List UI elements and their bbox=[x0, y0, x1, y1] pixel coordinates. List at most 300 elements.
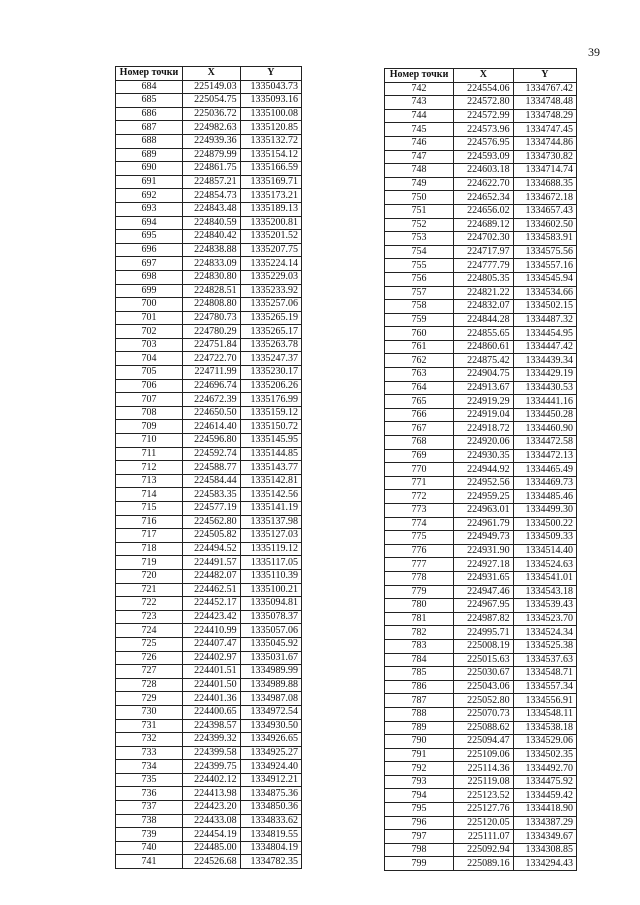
x-coordinate-cell: 224423.42 bbox=[182, 610, 240, 624]
table-row bbox=[116, 393, 302, 407]
y-coordinate-cell: 1334492.70 bbox=[513, 762, 576, 776]
point-number-cell: 782 bbox=[385, 626, 454, 640]
y-coordinate-cell: 1334387.29 bbox=[513, 816, 576, 830]
y-coordinate-cell: 1335173.21 bbox=[240, 189, 301, 203]
x-coordinate-cell: 224399.32 bbox=[182, 733, 240, 747]
x-coordinate-cell: 225127.76 bbox=[454, 803, 514, 817]
header-y: Y bbox=[240, 67, 301, 81]
table-row bbox=[385, 653, 577, 667]
y-coordinate-cell: 1334989.88 bbox=[240, 678, 301, 692]
point-number-cell: 733 bbox=[116, 746, 183, 760]
y-coordinate-cell: 1334537.63 bbox=[513, 653, 576, 667]
y-coordinate-cell: 1334672.18 bbox=[513, 191, 576, 205]
x-coordinate-cell: 224562.80 bbox=[182, 515, 240, 529]
table-row bbox=[116, 760, 302, 774]
point-number-cell: 764 bbox=[385, 381, 454, 395]
page-number: 39 bbox=[588, 45, 600, 59]
point-number-cell: 688 bbox=[116, 134, 183, 148]
point-number-cell: 774 bbox=[385, 517, 454, 531]
x-coordinate-cell: 224875.42 bbox=[454, 354, 514, 368]
table-row bbox=[385, 558, 577, 572]
table-row bbox=[116, 651, 302, 665]
table-row bbox=[116, 284, 302, 298]
point-number-cell: 763 bbox=[385, 368, 454, 382]
x-coordinate-cell: 224995.71 bbox=[454, 626, 514, 640]
point-number-cell: 786 bbox=[385, 680, 454, 694]
table-row bbox=[385, 381, 577, 395]
x-coordinate-cell: 225008.19 bbox=[454, 639, 514, 653]
table-row bbox=[385, 259, 577, 273]
point-number-cell: 707 bbox=[116, 393, 183, 407]
x-coordinate-cell: 224702.30 bbox=[454, 232, 514, 246]
point-number-cell: 712 bbox=[116, 461, 183, 475]
table-row bbox=[116, 841, 302, 855]
point-number-cell: 698 bbox=[116, 270, 183, 284]
table-row bbox=[385, 748, 577, 762]
point-number-cell: 798 bbox=[385, 843, 454, 857]
x-coordinate-cell: 224588.77 bbox=[182, 461, 240, 475]
y-coordinate-cell: 1334469.73 bbox=[513, 476, 576, 490]
table-row bbox=[385, 272, 577, 286]
table-row bbox=[385, 762, 577, 776]
x-coordinate-cell: 225149.03 bbox=[182, 80, 240, 94]
point-number-cell: 791 bbox=[385, 748, 454, 762]
x-coordinate-cell: 224840.42 bbox=[182, 230, 240, 244]
x-coordinate-cell: 224805.35 bbox=[454, 272, 514, 286]
y-coordinate-cell: 1334819.55 bbox=[240, 828, 301, 842]
x-coordinate-cell: 224573.96 bbox=[454, 123, 514, 137]
x-coordinate-cell: 224832.07 bbox=[454, 300, 514, 314]
y-coordinate-cell: 1335045.92 bbox=[240, 637, 301, 651]
header-x: X bbox=[182, 67, 240, 81]
table-row bbox=[116, 243, 302, 257]
point-number-cell: 692 bbox=[116, 189, 183, 203]
point-number-cell: 792 bbox=[385, 762, 454, 776]
table-row bbox=[116, 134, 302, 148]
x-coordinate-cell: 224931.90 bbox=[454, 544, 514, 558]
point-number-cell: 684 bbox=[116, 80, 183, 94]
x-coordinate-cell: 224843.48 bbox=[182, 202, 240, 216]
table-row bbox=[385, 789, 577, 803]
point-number-cell: 704 bbox=[116, 352, 183, 366]
point-number-cell: 795 bbox=[385, 803, 454, 817]
y-coordinate-cell: 1334529.06 bbox=[513, 735, 576, 749]
table-row bbox=[385, 694, 577, 708]
point-number-cell: 743 bbox=[385, 96, 454, 110]
y-coordinate-cell: 1334833.62 bbox=[240, 814, 301, 828]
point-number-cell: 689 bbox=[116, 148, 183, 162]
point-number-cell: 693 bbox=[116, 202, 183, 216]
x-coordinate-cell: 224652.34 bbox=[454, 191, 514, 205]
point-number-cell: 711 bbox=[116, 447, 183, 461]
x-coordinate-cell: 224596.80 bbox=[182, 434, 240, 448]
x-coordinate-cell: 224576.95 bbox=[454, 136, 514, 150]
point-number-cell: 710 bbox=[116, 434, 183, 448]
table-row bbox=[385, 490, 577, 504]
y-coordinate-cell: 1334308.85 bbox=[513, 843, 576, 857]
table-row bbox=[385, 422, 577, 436]
x-coordinate-cell: 224482.07 bbox=[182, 569, 240, 583]
y-coordinate-cell: 1335233.92 bbox=[240, 284, 301, 298]
y-coordinate-cell: 1335176.99 bbox=[240, 393, 301, 407]
table-row bbox=[116, 692, 302, 706]
table-row bbox=[116, 610, 302, 624]
header-x: X bbox=[454, 69, 514, 83]
x-coordinate-cell: 224494.52 bbox=[182, 542, 240, 556]
x-coordinate-cell: 224572.80 bbox=[454, 96, 514, 110]
table-row bbox=[385, 300, 577, 314]
point-number-cell: 699 bbox=[116, 284, 183, 298]
point-number-cell: 753 bbox=[385, 232, 454, 246]
table-row bbox=[116, 828, 302, 842]
point-number-cell: 741 bbox=[116, 855, 183, 869]
point-number-cell: 686 bbox=[116, 107, 183, 121]
point-number-cell: 735 bbox=[116, 773, 183, 787]
point-number-cell: 767 bbox=[385, 422, 454, 436]
point-number-cell: 770 bbox=[385, 463, 454, 477]
x-coordinate-cell: 224860.61 bbox=[454, 340, 514, 354]
x-coordinate-cell: 225043.06 bbox=[454, 680, 514, 694]
y-coordinate-cell: 1335257.06 bbox=[240, 298, 301, 312]
y-coordinate-cell: 1335159.12 bbox=[240, 406, 301, 420]
point-number-cell: 747 bbox=[385, 150, 454, 164]
table-row bbox=[385, 707, 577, 721]
x-coordinate-cell: 224833.09 bbox=[182, 257, 240, 271]
x-coordinate-cell: 224830.80 bbox=[182, 270, 240, 284]
y-coordinate-cell: 1335201.52 bbox=[240, 230, 301, 244]
x-coordinate-cell: 225052.80 bbox=[454, 694, 514, 708]
table-row bbox=[116, 216, 302, 230]
y-coordinate-cell: 1334538.18 bbox=[513, 721, 576, 735]
x-coordinate-cell: 224967.95 bbox=[454, 599, 514, 613]
y-coordinate-cell: 1334430.53 bbox=[513, 381, 576, 395]
x-coordinate-cell: 224844.28 bbox=[454, 313, 514, 327]
x-coordinate-cell: 224462.51 bbox=[182, 583, 240, 597]
y-coordinate-cell: 1335247.37 bbox=[240, 352, 301, 366]
coordinates-table-left bbox=[115, 66, 302, 869]
point-number-cell: 700 bbox=[116, 298, 183, 312]
table-row bbox=[385, 599, 577, 613]
point-number-cell: 773 bbox=[385, 504, 454, 518]
y-coordinate-cell: 1334543.18 bbox=[513, 585, 576, 599]
x-coordinate-cell: 224401.50 bbox=[182, 678, 240, 692]
table-row bbox=[116, 257, 302, 271]
table-row bbox=[116, 801, 302, 815]
point-number-cell: 789 bbox=[385, 721, 454, 735]
y-coordinate-cell: 1335154.12 bbox=[240, 148, 301, 162]
x-coordinate-cell: 224402.12 bbox=[182, 773, 240, 787]
y-coordinate-cell: 1334472.13 bbox=[513, 449, 576, 463]
point-number-cell: 709 bbox=[116, 420, 183, 434]
x-coordinate-cell: 225119.08 bbox=[454, 775, 514, 789]
point-number-cell: 762 bbox=[385, 354, 454, 368]
table-row bbox=[116, 542, 302, 556]
table-row bbox=[116, 434, 302, 448]
y-coordinate-cell: 1334930.50 bbox=[240, 719, 301, 733]
table-row bbox=[385, 109, 577, 123]
y-coordinate-cell: 1334524.34 bbox=[513, 626, 576, 640]
table-row bbox=[116, 556, 302, 570]
table-row bbox=[116, 746, 302, 760]
point-number-cell: 771 bbox=[385, 476, 454, 490]
y-coordinate-cell: 1334500.22 bbox=[513, 517, 576, 531]
x-coordinate-cell: 224838.88 bbox=[182, 243, 240, 257]
x-coordinate-cell: 224572.99 bbox=[454, 109, 514, 123]
x-coordinate-cell: 225114.36 bbox=[454, 762, 514, 776]
y-coordinate-cell: 1334748.29 bbox=[513, 109, 576, 123]
point-number-cell: 706 bbox=[116, 379, 183, 393]
x-coordinate-cell: 224423.20 bbox=[182, 801, 240, 815]
coordinates-table-right bbox=[384, 68, 577, 871]
x-coordinate-cell: 224808.80 bbox=[182, 298, 240, 312]
x-coordinate-cell: 225036.72 bbox=[182, 107, 240, 121]
point-number-cell: 775 bbox=[385, 531, 454, 545]
table-row bbox=[385, 286, 577, 300]
y-coordinate-cell: 1334447.42 bbox=[513, 340, 576, 354]
y-coordinate-cell: 1334294.43 bbox=[513, 857, 576, 871]
table-row bbox=[116, 162, 302, 176]
x-coordinate-cell: 224920.06 bbox=[454, 436, 514, 450]
table-row bbox=[116, 420, 302, 434]
y-coordinate-cell: 1335078.37 bbox=[240, 610, 301, 624]
point-number-cell: 685 bbox=[116, 94, 183, 108]
point-number-cell: 768 bbox=[385, 436, 454, 450]
x-coordinate-cell: 224861.75 bbox=[182, 162, 240, 176]
point-number-cell: 748 bbox=[385, 164, 454, 178]
y-coordinate-cell: 1335229.03 bbox=[240, 270, 301, 284]
point-number-cell: 799 bbox=[385, 857, 454, 871]
table-row bbox=[385, 436, 577, 450]
y-coordinate-cell: 1335043.73 bbox=[240, 80, 301, 94]
y-coordinate-cell: 1334875.36 bbox=[240, 787, 301, 801]
point-number-cell: 690 bbox=[116, 162, 183, 176]
y-coordinate-cell: 1335143.77 bbox=[240, 461, 301, 475]
point-number-cell: 737 bbox=[116, 801, 183, 815]
table-row bbox=[116, 637, 302, 651]
point-number-cell: 752 bbox=[385, 218, 454, 232]
point-number-cell: 796 bbox=[385, 816, 454, 830]
y-coordinate-cell: 1334912.21 bbox=[240, 773, 301, 787]
y-coordinate-cell: 1334730.82 bbox=[513, 150, 576, 164]
x-coordinate-cell: 224857.21 bbox=[182, 175, 240, 189]
table-row bbox=[116, 719, 302, 733]
x-coordinate-cell: 224919.04 bbox=[454, 408, 514, 422]
table-row bbox=[385, 504, 577, 518]
x-coordinate-cell: 225111.07 bbox=[454, 830, 514, 844]
y-coordinate-cell: 1334557.34 bbox=[513, 680, 576, 694]
y-coordinate-cell: 1335127.03 bbox=[240, 529, 301, 543]
x-coordinate-cell: 224401.51 bbox=[182, 665, 240, 679]
x-coordinate-cell: 224918.72 bbox=[454, 422, 514, 436]
x-coordinate-cell: 224751.84 bbox=[182, 338, 240, 352]
table-row bbox=[385, 245, 577, 259]
point-number-cell: 717 bbox=[116, 529, 183, 543]
table-row bbox=[116, 94, 302, 108]
table-row bbox=[385, 626, 577, 640]
x-coordinate-cell: 224717.97 bbox=[454, 245, 514, 259]
point-number-cell: 794 bbox=[385, 789, 454, 803]
y-coordinate-cell: 1334989.99 bbox=[240, 665, 301, 679]
y-coordinate-cell: 1335263.78 bbox=[240, 338, 301, 352]
y-coordinate-cell: 1334575.56 bbox=[513, 245, 576, 259]
x-coordinate-cell: 225120.05 bbox=[454, 816, 514, 830]
table-row bbox=[116, 787, 302, 801]
table-row bbox=[116, 665, 302, 679]
y-coordinate-cell: 1334583.91 bbox=[513, 232, 576, 246]
table-row bbox=[385, 830, 577, 844]
table-row bbox=[385, 449, 577, 463]
y-coordinate-cell: 1335206.26 bbox=[240, 379, 301, 393]
y-coordinate-cell: 1334472.58 bbox=[513, 436, 576, 450]
y-coordinate-cell: 1334450.28 bbox=[513, 408, 576, 422]
x-coordinate-cell: 224722.70 bbox=[182, 352, 240, 366]
y-coordinate-cell: 1334744.86 bbox=[513, 136, 576, 150]
y-coordinate-cell: 1335119.12 bbox=[240, 542, 301, 556]
y-coordinate-cell: 1335057.06 bbox=[240, 624, 301, 638]
table-row bbox=[116, 705, 302, 719]
table-row bbox=[385, 204, 577, 218]
table-row bbox=[116, 379, 302, 393]
x-coordinate-cell: 224400.65 bbox=[182, 705, 240, 719]
table-row bbox=[116, 80, 302, 94]
table-header-row bbox=[385, 69, 577, 83]
x-coordinate-cell: 224650.50 bbox=[182, 406, 240, 420]
point-number-cell: 727 bbox=[116, 665, 183, 679]
y-coordinate-cell: 1335150.72 bbox=[240, 420, 301, 434]
table-row bbox=[385, 857, 577, 871]
point-number-cell: 790 bbox=[385, 735, 454, 749]
table-row bbox=[116, 502, 302, 516]
y-coordinate-cell: 1334485.46 bbox=[513, 490, 576, 504]
y-coordinate-cell: 1334499.30 bbox=[513, 504, 576, 518]
y-coordinate-cell: 1335207.75 bbox=[240, 243, 301, 257]
point-number-cell: 697 bbox=[116, 257, 183, 271]
point-number-cell: 756 bbox=[385, 272, 454, 286]
x-coordinate-cell: 224584.44 bbox=[182, 474, 240, 488]
x-coordinate-cell: 224855.65 bbox=[454, 327, 514, 341]
point-number-cell: 779 bbox=[385, 585, 454, 599]
point-number-cell: 734 bbox=[116, 760, 183, 774]
table-row bbox=[385, 218, 577, 232]
x-coordinate-cell: 224401.36 bbox=[182, 692, 240, 706]
x-coordinate-cell: 224603.18 bbox=[454, 164, 514, 178]
point-number-cell: 736 bbox=[116, 787, 183, 801]
table-row bbox=[116, 148, 302, 162]
x-coordinate-cell: 224526.68 bbox=[182, 855, 240, 869]
y-coordinate-cell: 1334459.42 bbox=[513, 789, 576, 803]
table-row bbox=[116, 406, 302, 420]
point-number-cell: 749 bbox=[385, 177, 454, 191]
point-number-cell: 778 bbox=[385, 571, 454, 585]
y-coordinate-cell: 1335265.17 bbox=[240, 325, 301, 339]
point-number-cell: 787 bbox=[385, 694, 454, 708]
point-number-cell: 780 bbox=[385, 599, 454, 613]
x-coordinate-cell: 224398.57 bbox=[182, 719, 240, 733]
y-coordinate-cell: 1334972.54 bbox=[240, 705, 301, 719]
x-coordinate-cell: 224402.97 bbox=[182, 651, 240, 665]
table-row bbox=[116, 230, 302, 244]
header-point-number: Номер точки bbox=[116, 67, 183, 81]
header-y: Y bbox=[513, 69, 576, 83]
x-coordinate-cell: 224413.98 bbox=[182, 787, 240, 801]
y-coordinate-cell: 1335093.16 bbox=[240, 94, 301, 108]
point-number-cell: 694 bbox=[116, 216, 183, 230]
point-number-cell: 722 bbox=[116, 597, 183, 611]
table-row bbox=[385, 123, 577, 137]
point-number-cell: 723 bbox=[116, 610, 183, 624]
table-row bbox=[385, 843, 577, 857]
point-number-cell: 785 bbox=[385, 667, 454, 681]
point-number-cell: 750 bbox=[385, 191, 454, 205]
y-coordinate-cell: 1335031.67 bbox=[240, 651, 301, 665]
point-number-cell: 732 bbox=[116, 733, 183, 747]
table-row bbox=[116, 733, 302, 747]
y-coordinate-cell: 1334514.40 bbox=[513, 544, 576, 558]
table-row bbox=[385, 476, 577, 490]
y-coordinate-cell: 1335100.08 bbox=[240, 107, 301, 121]
y-coordinate-cell: 1334548.11 bbox=[513, 707, 576, 721]
y-coordinate-cell: 1334502.15 bbox=[513, 300, 576, 314]
table-row bbox=[385, 395, 577, 409]
x-coordinate-cell: 225030.67 bbox=[454, 667, 514, 681]
x-coordinate-cell: 225109.06 bbox=[454, 748, 514, 762]
x-coordinate-cell: 224904.75 bbox=[454, 368, 514, 382]
table-row bbox=[385, 164, 577, 178]
point-number-cell: 761 bbox=[385, 340, 454, 354]
point-number-cell: 765 bbox=[385, 395, 454, 409]
table-row bbox=[385, 463, 577, 477]
y-coordinate-cell: 1335166.59 bbox=[240, 162, 301, 176]
x-coordinate-cell: 224913.67 bbox=[454, 381, 514, 395]
x-coordinate-cell: 224622.70 bbox=[454, 177, 514, 191]
point-number-cell: 691 bbox=[116, 175, 183, 189]
point-number-cell: 718 bbox=[116, 542, 183, 556]
y-coordinate-cell: 1334439.34 bbox=[513, 354, 576, 368]
x-coordinate-cell: 225123.52 bbox=[454, 789, 514, 803]
point-number-cell: 714 bbox=[116, 488, 183, 502]
table-row bbox=[116, 529, 302, 543]
table-row bbox=[385, 735, 577, 749]
point-number-cell: 725 bbox=[116, 637, 183, 651]
y-coordinate-cell: 1334454.95 bbox=[513, 327, 576, 341]
table-row bbox=[385, 667, 577, 681]
x-coordinate-cell: 224930.35 bbox=[454, 449, 514, 463]
point-number-cell: 757 bbox=[385, 286, 454, 300]
table-row bbox=[116, 107, 302, 121]
x-coordinate-cell: 225094.47 bbox=[454, 735, 514, 749]
y-coordinate-cell: 1334502.35 bbox=[513, 748, 576, 762]
x-coordinate-cell: 224952.56 bbox=[454, 476, 514, 490]
y-coordinate-cell: 1334524.63 bbox=[513, 558, 576, 572]
table-row bbox=[116, 447, 302, 461]
y-coordinate-cell: 1334748.48 bbox=[513, 96, 576, 110]
table-row bbox=[385, 803, 577, 817]
x-coordinate-cell: 225054.75 bbox=[182, 94, 240, 108]
table-row bbox=[116, 461, 302, 475]
table-row bbox=[385, 232, 577, 246]
x-coordinate-cell: 224593.09 bbox=[454, 150, 514, 164]
table-row bbox=[385, 816, 577, 830]
point-number-cell: 776 bbox=[385, 544, 454, 558]
point-number-cell: 745 bbox=[385, 123, 454, 137]
point-number-cell: 696 bbox=[116, 243, 183, 257]
point-number-cell: 740 bbox=[116, 841, 183, 855]
y-coordinate-cell: 1334714.74 bbox=[513, 164, 576, 178]
table-row bbox=[385, 177, 577, 191]
y-coordinate-cell: 1334545.94 bbox=[513, 272, 576, 286]
point-number-cell: 760 bbox=[385, 327, 454, 341]
x-coordinate-cell: 224987.82 bbox=[454, 612, 514, 626]
